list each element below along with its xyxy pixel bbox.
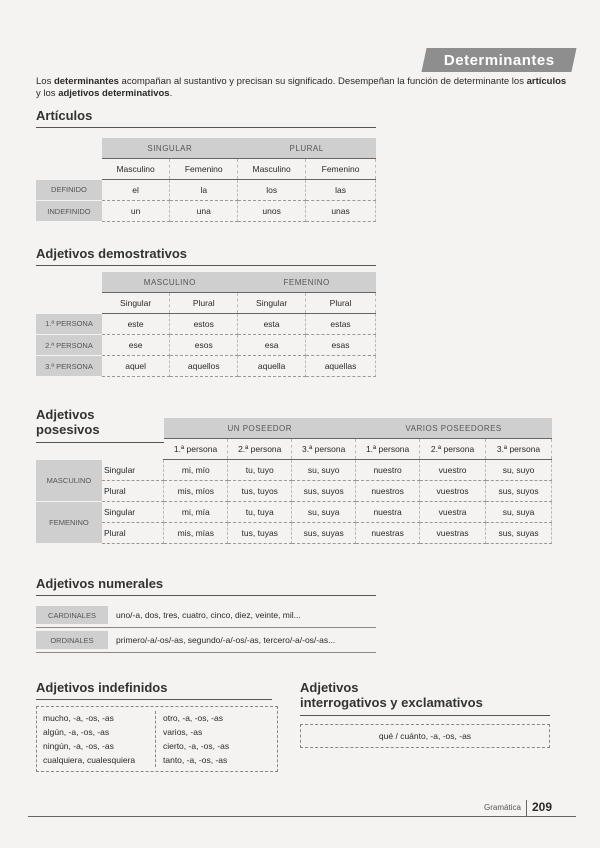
numerales-rule [36,595,376,596]
intro-text-1: Los [36,76,54,87]
interrogativos-title-line-2: interrogativos y exclamativos [300,695,483,710]
articulos-header: Masculino [102,159,170,180]
articulos-band-singular: SINGULAR [102,138,238,159]
posesivos-cell: vuestro [420,460,486,481]
numerales-label: CARDINALES [36,606,108,624]
demostrativos-cell: este [102,314,170,335]
posesivos-sub-label: Singular [102,502,164,523]
demostrativos-rule [36,265,376,266]
posesivos-group-label: MASCULINO [36,460,102,502]
posesivos-band-varios-poseedores: VARIOS POSEEDORES [356,418,552,439]
numerales-text: uno/-a, dos, tres, cuatro, cinco, diez, veinte, mil... [116,610,301,620]
articulos-cell: los [238,180,306,201]
posesivos-cell: sus, suyas [292,523,356,544]
articulos-cell: las [306,180,376,201]
demostrativos-cell: esas [306,335,376,356]
posesivos-title-line-1: Adjetivos [36,407,95,422]
intro-bold-1: determinantes [53,76,119,87]
demostrativos-cell: aquellos [170,356,238,377]
demostrativos-band-femenino: FEMENINO [238,272,376,293]
demostrativos-cell: aquellas [306,356,376,377]
numerales-row-ordinales [36,631,376,649]
footer-rule [28,816,576,817]
numerales-title: Adjetivos numerales [36,576,164,591]
demostrativos-cell: estos [170,314,238,335]
list-item: ningún, -a, -os, -as [43,741,114,751]
posesivos-cell: nuestra [356,502,420,523]
posesivos-cell: mi, mío [164,460,228,481]
numerales-label: ORDINALES [36,631,108,649]
articulos-row-label: INDEFINIDO [36,201,102,222]
posesivos-group-label: FEMENINO [36,502,102,544]
list-item: otro, -a, -os, -as [163,713,223,723]
indefinidos-col-1 [43,711,156,767]
table-row [36,502,552,523]
articulos-cell: unos [238,201,306,222]
list-item: tanto, -a, -os, -as [163,755,228,765]
articulos-band-plural: PLURAL [238,138,376,159]
demostrativos-row-label: 3.ª PERSONA [36,356,102,377]
demostrativos-cell: esa [238,335,306,356]
posesivos-cell: mis, mías [164,523,228,544]
articulos-rule [36,127,376,128]
posesivos-cell: tu, tuyo [228,460,292,481]
list-item: cualquiera, cualesquiera [43,755,136,765]
demostrativos-row-label: 1.ª PERSONA [36,314,102,335]
demostrativos-header: Singular [102,293,170,314]
list-item: mucho, -a, -os, -as [43,713,114,723]
list-item: varios, -as [163,727,203,737]
numerales-row-cardinales [36,606,376,624]
articulos-cell: la [170,180,238,201]
numerales-divider-2 [36,652,376,653]
indefinidos-rule [36,699,272,700]
table-row [36,481,552,502]
table-row [36,201,376,222]
demostrativos-cell: ese [102,335,170,356]
articulos-table [36,138,376,222]
intro-paragraph [36,76,570,100]
interrogativos-rule [300,715,550,716]
table-row [36,356,376,377]
list-item: algún, -a, -os, -as [43,727,110,737]
articulos-cell: unas [306,201,376,222]
posesivos-header: 2.ª persona [228,439,292,460]
table-row [36,314,376,335]
posesivos-header: 3.ª persona [486,439,552,460]
demostrativos-cell: estas [306,314,376,335]
posesivos-cell: nuestros [356,481,420,502]
posesivos-cell: nuestras [356,523,420,544]
posesivos-sub-label: Singular [102,460,164,481]
table-row [36,523,552,544]
demostrativos-header: Plural [170,293,238,314]
interrogativos-title-line-1: Adjetivos [300,680,359,695]
list-item: cierto, -a, -os, -as [163,741,230,751]
posesivos-cell: vuestros [420,481,486,502]
articulos-cell: el [102,180,170,201]
posesivos-header: 3.ª persona [292,439,356,460]
posesivos-cell: sus, suyos [292,481,356,502]
table-row [36,180,376,201]
demostrativos-table [36,272,376,377]
demostrativos-cell: esos [170,335,238,356]
interrogativos-box [300,724,550,748]
demostrativos-corner-2 [36,293,102,314]
intro-text-3: y los [36,88,59,99]
posesivos-cell: sus, suyas [486,523,552,544]
articulos-row-label: DEFINIDO [36,180,102,201]
demostrativos-cell: aquella [238,356,306,377]
articulos-corner-2 [36,159,102,180]
intro-bold-3: adjetivos determinativos [58,88,170,99]
articulos-title: Artículos [36,108,93,123]
intro-text-2: acompañan al sustantivo y precisan su significado. Desempeñan la función de determinante los [118,76,527,87]
indefinidos-box [36,706,278,772]
posesivos-header: 2.ª persona [420,439,486,460]
table-row [36,335,376,356]
numerales-text: primero/-a/-os/-as, segundo/-a/-os/-as, tercero/-a/-os/-as... [116,635,336,645]
articulos-header: Femenino [170,159,238,180]
articulos-header: Femenino [306,159,376,180]
demostrativos-row-label: 2.ª PERSONA [36,335,102,356]
articulos-header: Masculino [238,159,306,180]
table-row [36,460,552,481]
posesivos-header: 1.ª persona [356,439,420,460]
page-number: 209 [532,800,553,814]
posesivos-title-line-2: posesivos [36,422,100,437]
interrogativos-text: qué / cuánto, -a, -os, -as [378,731,472,741]
interrogativos-title [300,680,483,710]
section-banner [421,48,576,72]
footer-section: Gramática [484,803,521,812]
posesivos-cell: tu, tuya [228,502,292,523]
posesivos-cell: mis, míos [164,481,228,502]
intro-text-4: . [169,88,173,99]
demostrativos-title: Adjetivos demostrativos [36,246,187,261]
demostrativos-header: Plural [306,293,376,314]
footer-separator [526,800,527,816]
posesivos-cell: vuestra [420,502,486,523]
intro-bold-2: artículos [526,76,567,87]
articulos-cell: una [170,201,238,222]
demostrativos-cell: aquel [102,356,170,377]
posesivos-corner-2 [36,439,164,460]
demostrativos-cell: esta [238,314,306,335]
indefinidos-title: Adjetivos indefinidos [36,680,168,695]
posesivos-cell: sus, suyos [486,481,552,502]
demostrativos-header: Singular [238,293,306,314]
posesivos-cell: tus, tuyas [228,523,292,544]
posesivos-band-un-poseedor: UN POSEEDOR [164,418,356,439]
articulos-cell: un [102,201,170,222]
articulos-corner [36,138,102,159]
posesivos-cell: su, suya [292,502,356,523]
posesivos-header: 1.ª persona [164,439,228,460]
posesivos-cell: su, suyo [292,460,356,481]
posesivos-cell: su, suyo [486,460,552,481]
indefinidos-col-2 [163,711,273,767]
posesivos-cell: nuestro [356,460,420,481]
demostrativos-band-masculino: MASCULINO [102,272,238,293]
section-banner-label: Determinantes [443,51,555,69]
posesivos-corner [36,418,164,439]
posesivos-cell: mi, mía [164,502,228,523]
posesivos-cell: tus, tuyos [228,481,292,502]
numerales-divider [36,627,376,628]
posesivos-sub-label: Plural [102,481,164,502]
posesivos-sub-label: Plural [102,523,164,544]
posesivos-table [36,418,552,544]
demostrativos-corner [36,272,102,293]
posesivos-cell: su, suya [486,502,552,523]
posesivos-cell: vuestras [420,523,486,544]
